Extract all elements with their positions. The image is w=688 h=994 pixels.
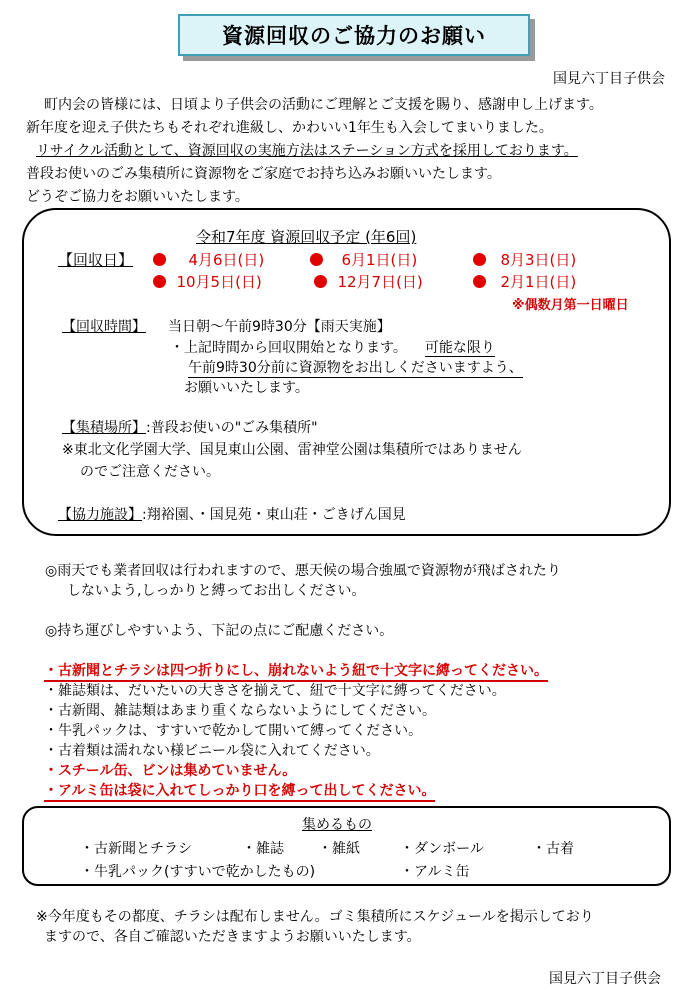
rule-item: ・古新聞とチラシは四つ折りにし、崩れないよう紐で十文字に縛ってください。	[44, 660, 548, 682]
footer-note-1: ※今年度もその都度、チラシは配布しません。ゴミ集積所にスケジュールを掲示しており	[36, 909, 594, 925]
date-item	[310, 249, 417, 270]
facility-line	[58, 504, 406, 524]
date-item	[473, 271, 576, 292]
collected-item: ・ダンボール	[400, 841, 484, 857]
rule-item: ・アルミ缶は袋に入れてしっかり口を縛って出してください。	[44, 780, 435, 802]
collected-item: ・古新聞とチラシ	[80, 841, 192, 857]
schedule-heading: 令和7年度 資源回収予定 (年6回)	[196, 228, 417, 246]
date-text: 4月6日(日)	[188, 251, 265, 269]
place-note-1: ※東北文化学園大学、国見東山公園、雷神堂公園は集積所ではありません	[62, 442, 522, 458]
rule-item: ・雑誌類は、だいたいの大きさを揃えて、紐で十文字に縛ってください。	[44, 683, 506, 699]
date-text: 10月5日(日)	[176, 273, 262, 291]
page-title: 資源回収のご協力のお願い	[178, 14, 530, 56]
intro-line-2: 新年度を迎え子供たちもそれぞれ進級し、かわいい1年生も入会してまいりました。	[26, 120, 553, 136]
facility-label: 【協力施設】	[58, 507, 142, 523]
date-text: 8月3日(日)	[500, 251, 577, 269]
place-line	[62, 417, 318, 437]
consider-note: ◎持ち運びしやすいよう、下記の点にご配慮ください。	[45, 623, 394, 639]
bullet-dot-icon	[473, 275, 486, 288]
rule-item: ・古新聞、雑誌類はあまり重くならないようにしてください。	[44, 703, 436, 719]
collected-item: ・雑紙	[318, 841, 360, 857]
intro-line-4: 普段お使いのごみ集積所に資源物をご家庭でお持ち込みお願いいたします。	[26, 166, 501, 182]
time-note-1b: 可能な限り	[424, 340, 495, 356]
collected-item: ・牛乳パック(すすいで乾かしたもの)	[80, 864, 316, 880]
time-note-1a: ・上記時間から回収開始となります。	[170, 340, 407, 356]
date-item	[153, 271, 262, 292]
intro-line-5: どうぞご協力をお願いいたします。	[26, 189, 249, 205]
rule-item: ・古着類は濡れない様ビニール袋に入れてください。	[44, 743, 380, 759]
rule-item: ・牛乳パックは、すすいで乾かして開いて縛ってください。	[44, 723, 423, 739]
facility-value: :翔裕園、・国見苑・東山荘・ごきげん国見	[142, 507, 406, 523]
place-value: :普段お使いの"ごみ集積所"	[146, 420, 318, 436]
rain-note-2: しないよう,しっかりと縛ってお出しください。	[67, 583, 366, 599]
collected-item: ・古着	[532, 841, 574, 857]
date-item	[314, 271, 423, 292]
footer-note-2: ますので、各自ご確認いただきますようお願いいたします。	[44, 929, 421, 945]
date-text: 2月1日(日)	[500, 273, 577, 291]
organization-top: 国見六丁目子供会	[553, 71, 665, 87]
date-item	[153, 249, 264, 270]
date-item	[473, 249, 576, 270]
time-value: 当日朝～午前9時30分【雨天実施】	[168, 319, 391, 335]
place-note-2: のでご注意ください。	[80, 464, 220, 480]
time-note-3: お願いいたします。	[184, 380, 309, 396]
organization-bottom: 国見六丁目子供会	[549, 971, 661, 987]
time-note-1	[170, 337, 495, 357]
rule-item: ・スチール缶、ビンは集めていません。	[44, 763, 297, 779]
time-label: 【回収時間】	[62, 319, 146, 335]
time-note-2: 午前9時30分前に資源物をお出しくださいますよう、	[188, 357, 523, 378]
place-label: 【集積場所】	[62, 420, 146, 436]
collected-item: ・雑誌	[242, 841, 284, 857]
bullet-dot-icon	[310, 253, 323, 266]
date-text: 12月7日(日)	[337, 273, 423, 291]
bullet-dot-icon	[153, 253, 166, 266]
collected-item: ・アルミ缶	[400, 864, 470, 880]
bullet-dot-icon	[473, 253, 486, 266]
rain-note-1: ◎雨天でも業者回収は行われますので、悪天候の場合強風で資源物が飛ばされたり	[45, 563, 561, 579]
date-text: 6月1日(日)	[341, 251, 418, 269]
intro-line-3: リサイクル活動として、資源回収の実施方法はステーション方式を採用しております。	[36, 143, 578, 159]
dates-label: 【回収日】	[58, 251, 134, 269]
bullet-dot-icon	[314, 275, 327, 288]
intro-line-1: 町内会の皆様には、日頃より子供会の活動にご理解とご支援を賜り、感謝申し上げます。	[44, 97, 603, 113]
bullet-dot-icon	[153, 275, 166, 288]
dates-note: ※偶数月第一日曜日	[512, 298, 629, 313]
collected-heading: 集めるもの	[302, 817, 372, 833]
